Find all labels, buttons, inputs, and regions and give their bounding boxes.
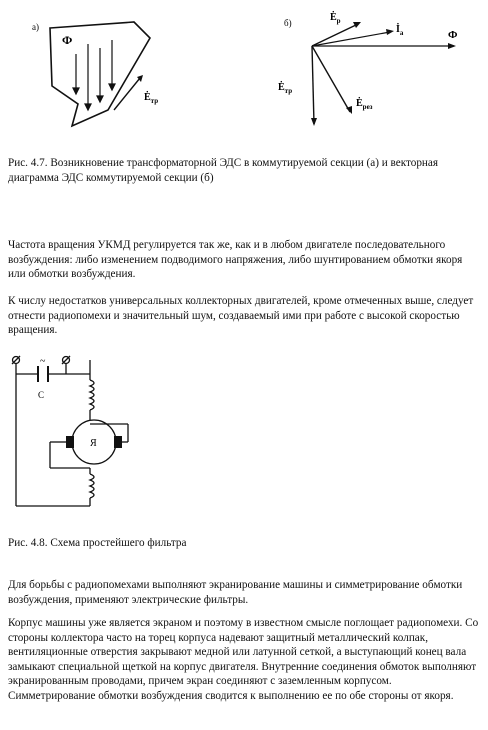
paragraph-speed-control: Частота вращения УКМД регулируется так же, как и в любом двигателе последовательного возбуждения: либо изменением подводимого напряжения, либо шунтированием обмотки якоря или обмотки возбуждения. [8,239,463,281]
emf-label: $Ė_{тр}$ [144,92,159,105]
etr-arrowhead [311,118,317,126]
figure-4-8-filter-circuit [4,350,134,518]
flux-label: Ф [62,33,73,47]
flux-vector-label: Ф [448,29,458,41]
ia-label: $İ_а$ [396,24,404,37]
paragraph-shielding: Корпус машины уже является экраном и поэтому в известном смысле поглощает радиопомехи. Со стороны коллектора часто на торец корпуса надевают защитный металлический колпак, вентиляционные отверстия закрывают медной или латунной сеткой, а выступающий конец вала замыкают специальной щеткой на корпус двигателя. Внутренние соединения обмоток выполняют экранированным проводами, причем экран соединяют с заземленным корпусом. Симметрирование обмотки возбуждения сводится к выполнению ее по обе стороны от якоря. [8,617,479,702]
erez-vector [312,46,350,112]
er-label: $Ė_р$ [330,12,341,25]
flux-arrows [73,40,115,110]
ia-arrowhead [386,29,394,35]
brush-left [66,436,74,448]
etr-label: $Ė_{тр}$ [278,82,293,95]
paragraph-radio-interference: Для борьбы с радиопомехами выполняют экранирование машины и симметрирование обмотки возбуждения, применяют электрические фильтры. [8,579,463,606]
panel-a-label: а) [32,22,39,32]
ia-vector [312,32,390,46]
figure-4-7a-diagram [28,14,178,138]
figure-4-7b-vector-diagram [276,8,466,138]
armature-label: Я [90,438,97,449]
er-arrowhead [353,22,361,28]
panel-b-label: б) [284,18,292,28]
brush-right [114,436,122,448]
etr-vector [312,46,314,124]
flux-axis-arrowhead [448,43,456,49]
field-winding-bottom [90,474,94,498]
field-winding-top [90,380,94,410]
figure-4-7-caption: Рис. 4.7. Возникновение трансформаторной ЭДС в коммутируемой секции (а) и векторная диаграмма ЭДС коммутируемой секции (б) [8,157,439,184]
ac-symbol: ~ [40,356,46,367]
paragraph-disadvantages: К числу недостатков универсальных коллекторных двигателей, кроме отмеченных выше, следует отнести радиопомехи и значительный шум, создаваемый ими при работе с высокой скоростью вращения. [8,295,474,337]
figure-4-8-caption: Рис. 4.8. Схема простейшего фильтра [8,537,187,549]
capacitor-label: С [38,390,45,400]
er-vector [312,24,358,46]
erez-label: $Ė_{рез}$ [356,98,373,111]
